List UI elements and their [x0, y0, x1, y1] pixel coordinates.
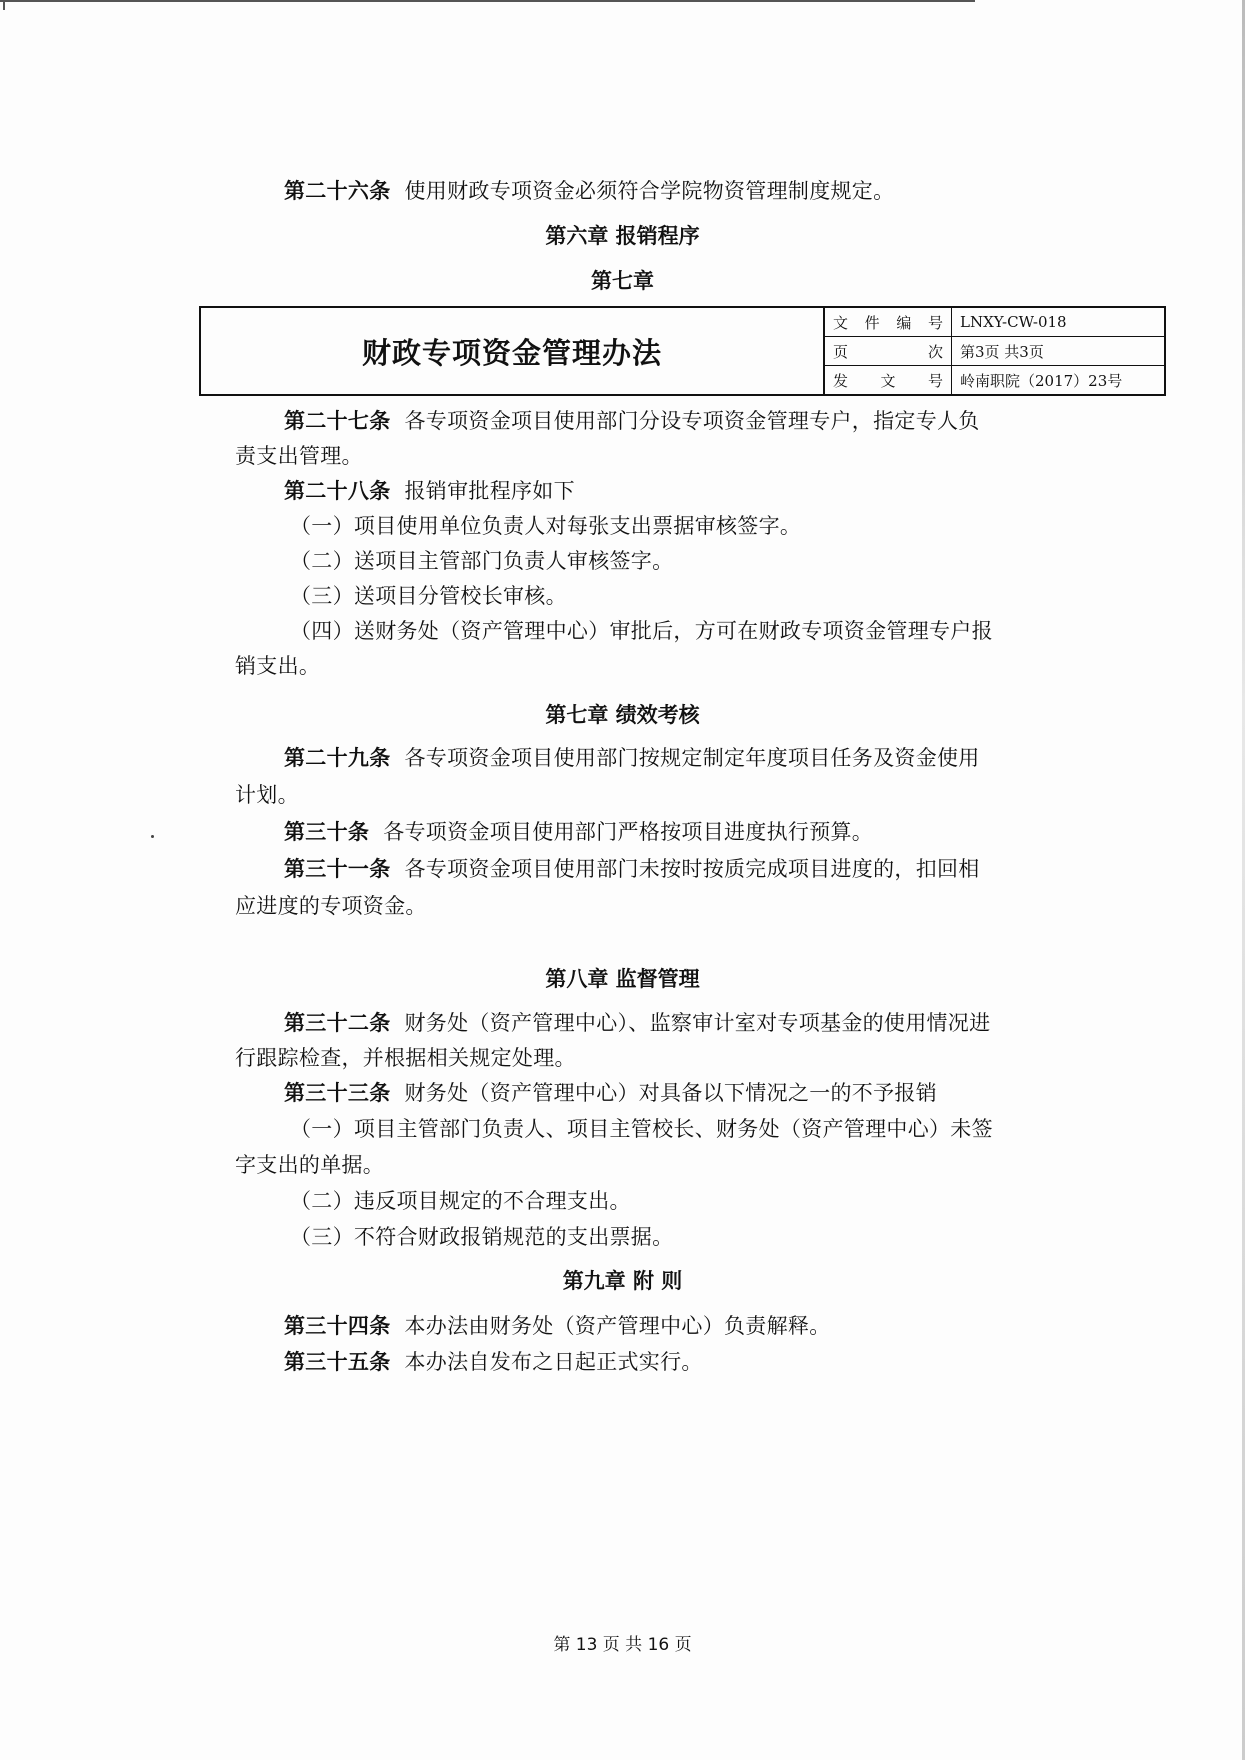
scan-speck: [151, 835, 154, 838]
article-text: 各专项资金项目使用部门按规定制定年度项目任务及资金使用: [404, 746, 980, 770]
doc-number-value: LNXY-CW-018: [960, 313, 1067, 331]
header-meta-grid: [825, 308, 1164, 394]
article-34: [284, 1311, 831, 1341]
scan-edge-line: [0, 0, 975, 2]
article-26: [284, 176, 894, 206]
chapter-6-heading: 第六章 报销程序: [545, 224, 700, 248]
clause-item-cont: 字支出的单据。: [235, 1153, 385, 1177]
article-29-cont: 计划。: [235, 783, 299, 807]
article-number: 第二十九条: [284, 746, 391, 770]
article-30: [284, 817, 873, 847]
article-number: 第三十一条: [284, 857, 391, 881]
article-text: 使用财政专项资金必须符合学院物资管理制度规定。: [404, 179, 895, 203]
clause-item-cont: 销支出。: [235, 654, 321, 678]
page-footer: 第 13 页 共 16 页: [553, 1635, 692, 1655]
header-row-doc-number: [825, 308, 1164, 337]
scan-edge-tick: [3, 0, 5, 10]
article-text: 财务处（资产管理中心）、监察审计室对专项基金的使用情况进: [404, 1011, 991, 1035]
article-number: 第二十八条: [284, 479, 391, 503]
clause-item: （二）送项目主管部门负责人审核签字。: [290, 549, 674, 573]
chapter-8-heading: 第八章 监督管理: [545, 967, 700, 991]
article-number: 第二十七条: [284, 409, 391, 433]
page-label: 页 次: [825, 337, 952, 365]
clause-item: （一）项目使用单位负责人对每张支出票据审核签字。: [290, 514, 802, 538]
article-text: 各专项资金项目使用部门未按时按质完成项目进度的，扣回相: [404, 857, 980, 881]
issue-number-value: 岭南职院（2017）23号: [960, 371, 1123, 390]
document-title: 财政专项资金管理办法: [201, 308, 825, 394]
article-31-cont: 应进度的专项资金。: [235, 894, 427, 918]
article-number: 第三十三条: [284, 1081, 391, 1105]
article-text: 本办法由财务处（资产管理中心）负责解释。: [404, 1314, 831, 1338]
article-35: [284, 1347, 703, 1377]
clause-item: （一）项目主管部门负责人、项目主管校长、财务处（资产管理中心）未签: [290, 1117, 993, 1141]
article-number: 第二十六条: [284, 179, 391, 203]
chapter-7-heading: 第七章 绩效考核: [545, 703, 700, 727]
article-27: [284, 406, 980, 436]
page-value: 第3页 共3页: [960, 342, 1044, 361]
document-header-table: [199, 306, 1166, 396]
article-text: 各专项资金项目使用部门分设专项资金管理专户，指定专人负: [404, 409, 980, 433]
doc-number-label: 文 件 编 号: [825, 308, 952, 336]
article-31: [284, 854, 980, 884]
article-text: 报销审批程序如下: [404, 479, 575, 503]
header-row-issue-number: [825, 366, 1164, 394]
issue-number-label: 发 文 号: [825, 366, 952, 394]
article-33: [284, 1078, 937, 1108]
article-text: 各专项资金项目使用部门严格按项目进度执行预算。: [383, 820, 874, 844]
clause-item: （三）送项目分管校长审核。: [290, 584, 567, 608]
article-text: 本办法自发布之日起正式实行。: [404, 1350, 703, 1374]
chapter-9-heading: 第九章 附 则: [562, 1269, 683, 1293]
clause-item: （四）送财务处（资产管理中心）审批后，方可在财政专项资金管理专户报: [290, 619, 993, 643]
header-row-page: [825, 337, 1164, 366]
clause-item: （二）违反项目规定的不合理支出。: [290, 1189, 631, 1213]
article-28: [284, 476, 575, 506]
article-text: 财务处（资产管理中心）对具备以下情况之一的不予报销: [404, 1081, 937, 1105]
article-32: [284, 1008, 990, 1038]
article-number: 第三十五条: [284, 1350, 391, 1374]
article-27-cont: 责支出管理。: [235, 444, 363, 468]
article-29: [284, 743, 980, 773]
article-number: 第三十条: [284, 820, 370, 844]
article-32-cont: 行跟踪检查，并根据相关规定处理。: [235, 1046, 576, 1070]
article-number: 第三十二条: [284, 1011, 391, 1035]
article-number: 第三十四条: [284, 1314, 391, 1338]
clause-item: （三）不符合财政报销规范的支出票据。: [290, 1225, 674, 1249]
chapter-7-heading-partial: 第七章: [591, 269, 654, 293]
